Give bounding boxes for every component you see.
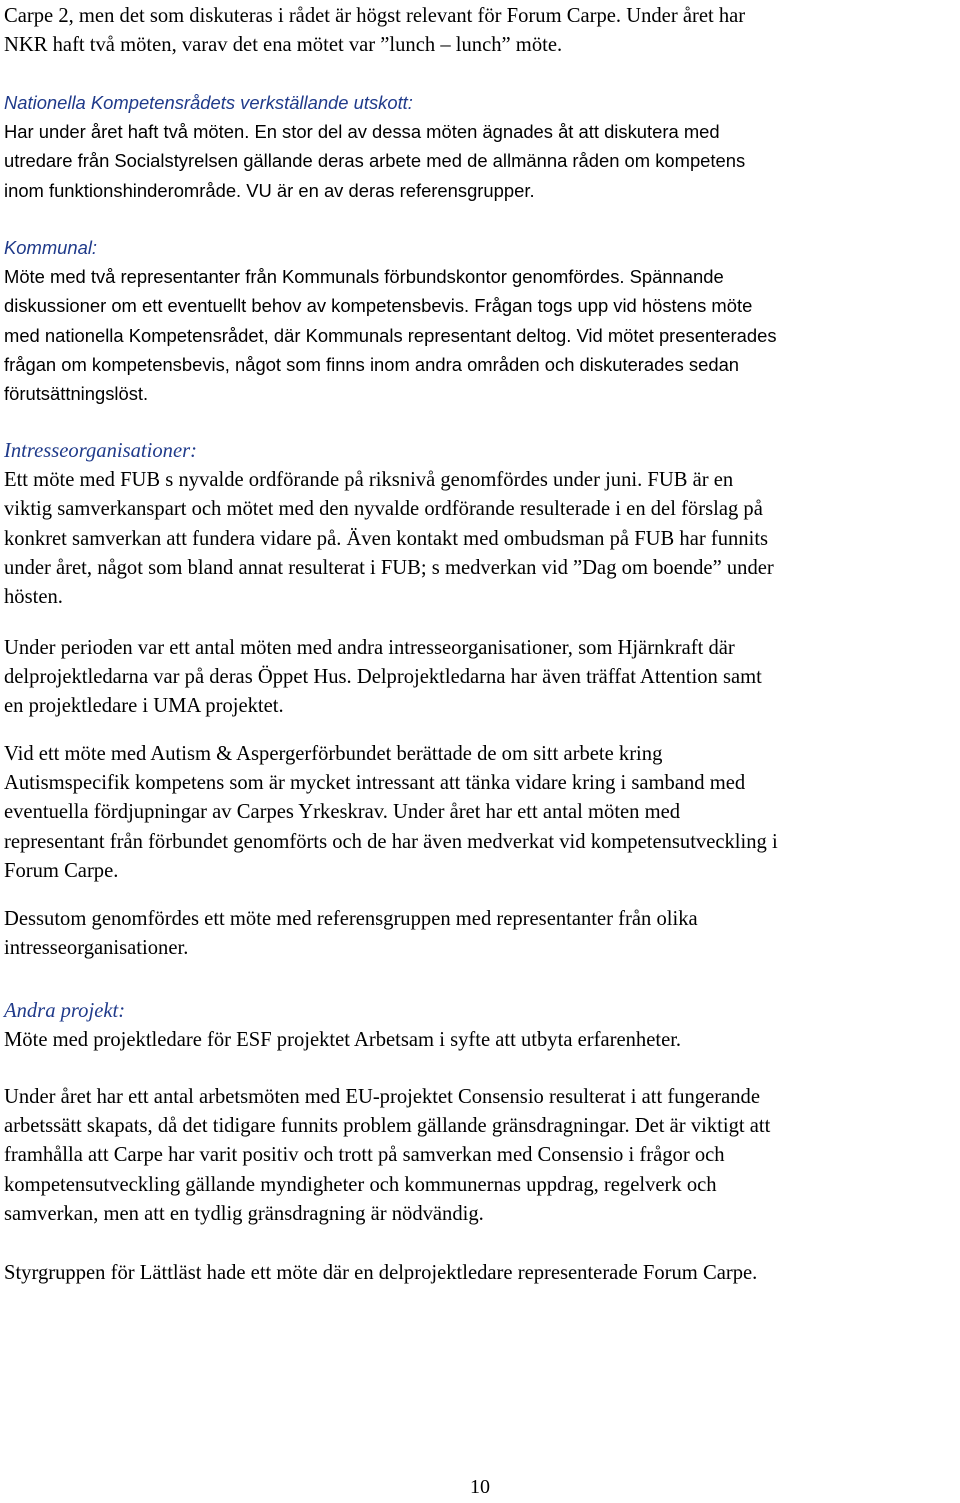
- text-line: Styrgruppen för Lättläst hade ett möte där en delprojektledare representerade Forum Carpe.: [4, 1262, 758, 1284]
- section-heading: Kommunal:: [4, 237, 98, 258]
- text-line: samverkan, men att en tydlig gränsdragning är nödvändig.: [4, 1202, 484, 1225]
- text-line: Under året har ett antal arbetsmöten med EU-projektet Consensio resulterat i att fungerande: [4, 1086, 760, 1108]
- text-line: intresseorganisationer.: [4, 937, 189, 960]
- text-line: diskussioner om ett eventuellt behov av kompetensbevis. Frågan togs upp vid höstens möte: [4, 295, 753, 317]
- text-line: NKR haft två möten, varav det ena mötet var ”lunch – lunch” möte.: [4, 34, 563, 57]
- text-line: delprojektledarna var på deras Öppet Hus. Delprojektledarna har även träffat Attention samt: [4, 666, 762, 689]
- text-line: Möte med två representanter från Kommunals förbundskontor genomfördes. Spännande: [4, 266, 724, 288]
- text-line: Dessutom genomfördes ett möte med referensgruppen med representanter från olika: [4, 908, 698, 930]
- text-line: Autismspecifik kompetens som är mycket intressant att tänka vidare kring i samband med: [4, 772, 746, 795]
- text-line: förutsättningslöst.: [4, 383, 149, 405]
- paragraph-block: [4, 88, 745, 205]
- section-heading: Andra projekt:: [4, 1000, 126, 1022]
- section-heading: Intresseorganisationer:: [4, 440, 197, 462]
- text-line: konkret samverkan att fundera vidare på. Även kontakt med ombudsman på FUB har funnits: [4, 527, 769, 550]
- text-line: Forum Carpe.: [4, 859, 119, 882]
- text-line: under året, något som bland annat resulterat i FUB; s medverkan vid ”Dag om boende” under: [4, 556, 774, 579]
- paragraph-block: [4, 905, 698, 963]
- paragraph-block: [4, 233, 777, 408]
- text-line: Carpe 2, men det som diskuteras i rådet är högst relevant för Forum Carpe. Under året har: [4, 5, 746, 27]
- text-line: kompetensutveckling gällande myndigheter och kommunernas uppdrag, regelverk och: [4, 1173, 717, 1196]
- text-line: eventuella fördjupningar av Carpes Yrkeskrav. Under året har ett antal möten med: [4, 801, 681, 824]
- text-line: inom funktionshinderområde. VU är en av deras referensgrupper.: [4, 179, 535, 201]
- text-line: Vid ett möte med Autism & Aspergerförbundet berättade de om sitt arbete kring: [4, 743, 663, 765]
- paragraph-block: [4, 997, 681, 1055]
- text-line: frågan om kompetensbevis, något som finns inom andra områden och diskuterades sedan: [4, 353, 740, 375]
- text-line: viktig samverkanspart och mötet med den nyvalde ordförande resulterade i en del förslag på: [4, 498, 763, 521]
- paragraph-block: [4, 437, 774, 612]
- section-heading: Nationella Kompetensrådets verkställande utskott:: [4, 92, 413, 113]
- text-line: Under perioden var ett antal möten med andra intresseorganisationer, som Hjärnkraft där: [4, 637, 735, 659]
- page-number: 10: [470, 1476, 490, 1498]
- text-line: arbetssätt skapats, då det tidigare funnits problem gällande gränsdragningar. Det är viktigt att: [4, 1115, 771, 1138]
- text-line: med nationella Kompetensrådet, där Kommunals representant deltog. Vid mötet presenterades: [4, 324, 777, 346]
- paragraph-block: [4, 1083, 770, 1229]
- text-line: representant från förbundet genomförts och de har även medverkat vid kompetensutveckling i: [4, 830, 778, 853]
- text-line: Ett möte med FUB s nyvalde ordförande på riksnivå genomfördes under juni. FUB är en: [4, 469, 734, 492]
- paragraph-block: [4, 1259, 757, 1288]
- paragraph-block: [4, 634, 762, 722]
- paragraph-block: [4, 2, 745, 60]
- paragraph-block: [4, 740, 778, 886]
- text-line: framhålla att Carpe har varit positiv och trott på samverkan med Consensio i frågor och: [4, 1144, 725, 1167]
- text-line: Möte med projektledare för ESF projektet Arbetsam i syfte att utbyta erfarenheter.: [4, 1029, 682, 1052]
- text-line: hösten.: [4, 586, 63, 609]
- text-line: utredare från Socialstyrelsen gällande deras arbete med de allmänna råden om kompetens: [4, 150, 746, 172]
- text-line: Har under året haft två möten. En stor del av dessa möten ägnades åt att diskutera med: [4, 121, 720, 143]
- text-line: en projektledare i UMA projektet.: [4, 695, 284, 718]
